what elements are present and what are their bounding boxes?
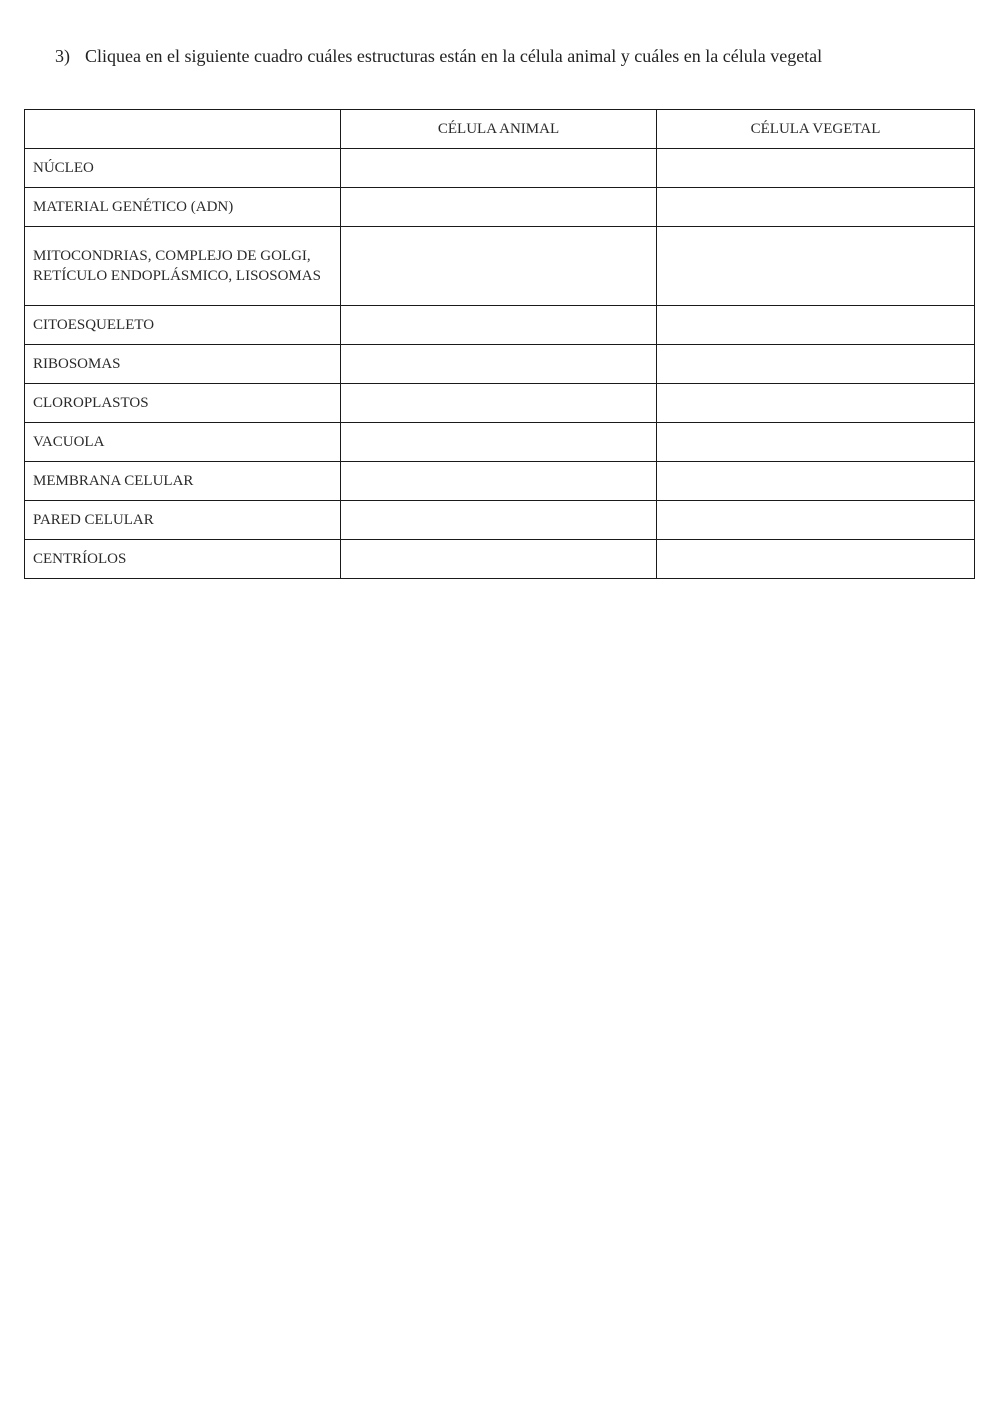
table-row [25, 306, 975, 345]
header-animal-cell: CÉLULA ANIMAL [341, 110, 657, 149]
animal-cell-checkbox[interactable] [341, 501, 657, 540]
animal-cell-checkbox[interactable] [341, 188, 657, 227]
row-label: CLOROPLASTOS [25, 384, 341, 423]
question-text: Cliquea en el siguiente cuadro cuáles estructuras están en la célula animal y cuáles en la célula vegetal [85, 46, 823, 66]
plant-cell-checkbox[interactable] [657, 540, 975, 579]
table-row [25, 384, 975, 423]
row-label: RIBOSOMAS [25, 345, 341, 384]
table-row [25, 188, 975, 227]
table-row [25, 423, 975, 462]
plant-cell-checkbox[interactable] [657, 227, 975, 306]
animal-cell-checkbox[interactable] [341, 540, 657, 579]
table-row [25, 462, 975, 501]
plant-cell-checkbox[interactable] [657, 501, 975, 540]
row-label: VACUOLA [25, 423, 341, 462]
table-row [25, 227, 975, 306]
question-number: 3) [55, 46, 70, 66]
animal-cell-checkbox[interactable] [341, 384, 657, 423]
row-label: CENTRÍOLOS [25, 540, 341, 579]
row-label: NÚCLEO [25, 149, 341, 188]
animal-cell-checkbox[interactable] [341, 462, 657, 501]
plant-cell-checkbox[interactable] [657, 423, 975, 462]
plant-cell-checkbox[interactable] [657, 149, 975, 188]
row-label: MATERIAL GENÉTICO (ADN) [25, 188, 341, 227]
animal-cell-checkbox[interactable] [341, 306, 657, 345]
row-label: MITOCONDRIAS, COMPLEJO DE GOLGI, RETÍCULO ENDOPLÁSMICO, LISOSOMAS [25, 227, 341, 306]
table-row [25, 501, 975, 540]
cell-structures-table [24, 109, 975, 579]
row-label: MEMBRANA CELULAR [25, 462, 341, 501]
header-plant-cell: CÉLULA VEGETAL [657, 110, 975, 149]
animal-cell-checkbox[interactable] [341, 423, 657, 462]
plant-cell-checkbox[interactable] [657, 345, 975, 384]
plant-cell-checkbox[interactable] [657, 188, 975, 227]
header-structure [25, 110, 341, 149]
header-row [25, 110, 975, 149]
plant-cell-checkbox[interactable] [657, 462, 975, 501]
plant-cell-checkbox[interactable] [657, 306, 975, 345]
animal-cell-checkbox[interactable] [341, 345, 657, 384]
table-row [25, 540, 975, 579]
plant-cell-checkbox[interactable] [657, 384, 975, 423]
row-label: PARED CELULAR [25, 501, 341, 540]
instruction [55, 44, 975, 68]
animal-cell-checkbox[interactable] [341, 227, 657, 306]
row-label: CITOESQUELETO [25, 306, 341, 345]
animal-cell-checkbox[interactable] [341, 149, 657, 188]
table-row [25, 345, 975, 384]
table-row [25, 149, 975, 188]
